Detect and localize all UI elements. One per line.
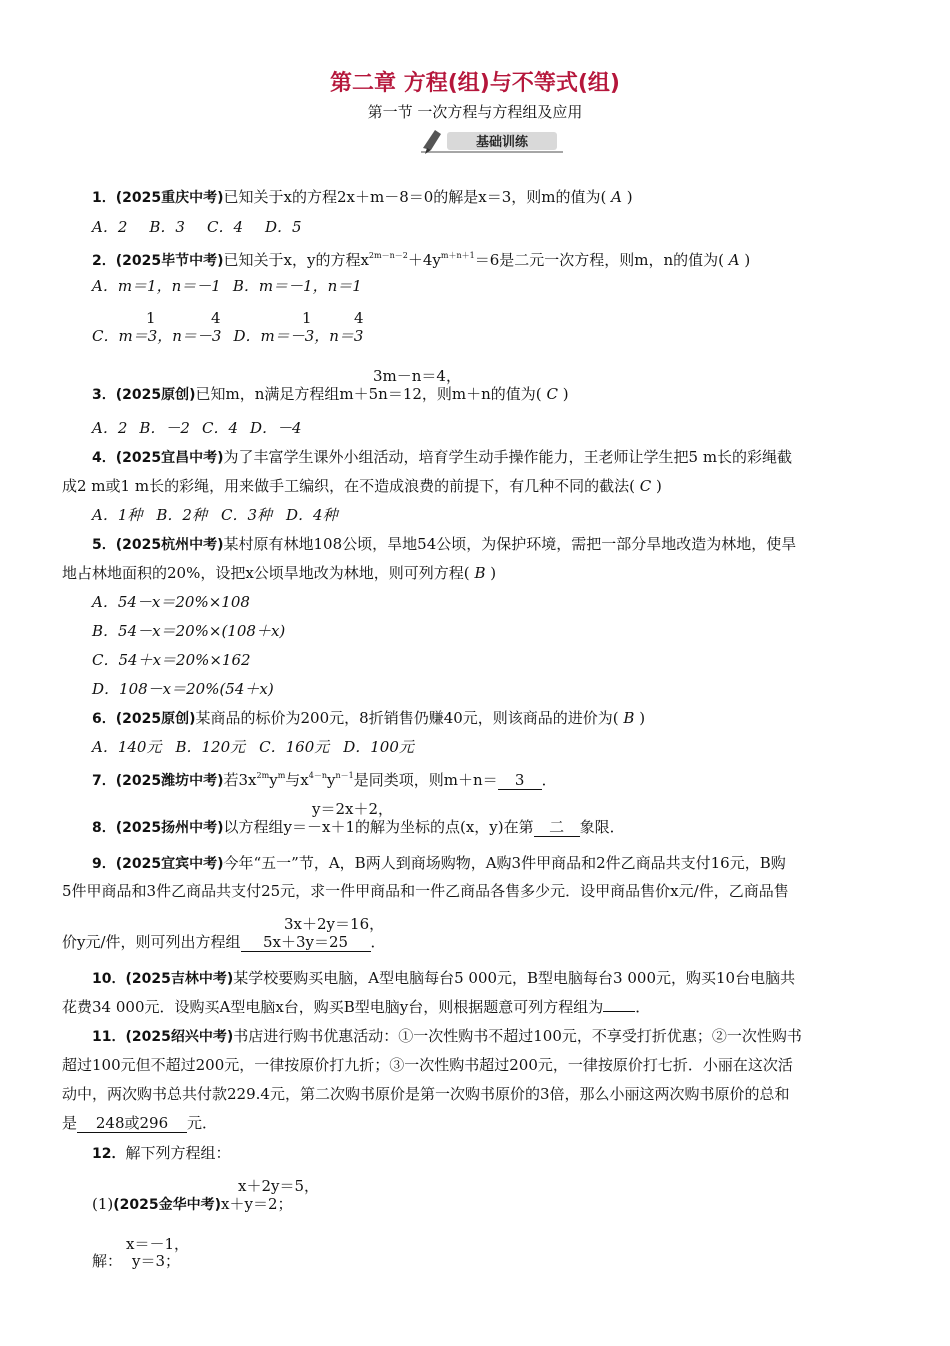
q4-options: [92, 505, 338, 525]
q6-option-d: D．100元: [343, 738, 414, 756]
q2-options-ab: [92, 276, 362, 296]
q4-answer: C: [639, 477, 652, 495]
q10-source: (2025吉林中考): [125, 971, 234, 987]
q7-answer-blank: 3: [498, 772, 542, 790]
section-title: 第一节 一次方程与方程组及应用: [367, 103, 583, 121]
q11-line4: 是 248或296 元．: [62, 1114, 218, 1132]
q2-option-b: B．m＝－1，n＝1: [232, 277, 362, 295]
q5-line2: 地占林地面积的20%，设把x公顷旱地改为林地，则可列方程( B ): [62, 564, 497, 582]
question-8: 8．(2025扬州中考)以方程组y＝－x＋1的解为坐标的点(x，y)在第 二 象限．: [92, 818, 625, 836]
q5-option-a: A．54－x＝20%×108: [92, 593, 250, 611]
pencil-icon: [423, 130, 441, 150]
q12-1-solution-line1: x＝－1，: [126, 1235, 190, 1253]
question-3: 3．(2025原创)已知m，n满足方程组m＋5n＝12，则m＋n的值为( C ): [92, 385, 569, 403]
question-12: 12．解下列方程组：: [92, 1144, 231, 1162]
q4-source: (2025宜昌中考): [115, 450, 224, 466]
q11-source: (2025绍兴中考): [125, 1029, 234, 1045]
q7-source: (2025潍坊中考): [115, 773, 224, 789]
question-1: 1．(2025重庆中考)已知关于x的方程2x＋m－8＝0的解是x＝3，则m的值为( A ): [92, 188, 633, 206]
q1-option-b: B．3: [149, 218, 185, 236]
q2-option-a: A．m＝1，n＝－1: [92, 277, 221, 295]
q12-1-system-line1: x＋2y＝5，: [238, 1177, 320, 1195]
q2-option-d: D．m＝－3，n＝3: [233, 327, 364, 345]
q3-answer: C: [546, 385, 558, 403]
q8-system-line1: y＝2x＋2，: [312, 800, 394, 818]
q2-frac-d2: 4: [354, 309, 364, 327]
q3-option-d: D．－4: [250, 419, 302, 437]
q5-option-c: C．54＋x＝20%×162: [92, 651, 251, 669]
q11-answer-blank: 248或296: [77, 1115, 187, 1133]
q10-answer-blank: [603, 1011, 635, 1012]
q2-source: (2025毕节中考): [115, 253, 224, 269]
banner-basic-training: [417, 124, 567, 156]
q11-line2: 超过100元但不超过200元，一律按原价打九折；③一次性购书超过200元，一律按原价打七折．小丽在这次活: [62, 1056, 793, 1074]
q4-option-a: A．1种: [92, 506, 143, 524]
q5-source: (2025杭州中考): [115, 537, 224, 553]
q5-option-b: B．54－x＝20%×(108＋x): [92, 622, 286, 640]
q9-source: (2025宜宾中考): [115, 856, 224, 872]
question-5: 5．(2025杭州中考)某村原有林地108公顷，旱地54公顷，为保护环境，需把一部分旱地改造为林地，使旱: [92, 535, 797, 553]
chapter-title: 第二章 方程(组)与不等式(组): [330, 71, 620, 96]
q4-option-b: B．2种: [156, 506, 207, 524]
question-7: 7．(2025潍坊中考)若$3x^{2m}y^m$与$x^{4-n}y^{n-1}$是同类项，则m＋n＝ 3 ．: [92, 771, 557, 789]
q9-line3: 价y元/件，则可列出方程组 5x＋3y＝25 ．: [62, 933, 386, 951]
q2-answer: A: [728, 251, 740, 269]
q6-option-c: C．160元: [259, 738, 330, 756]
q3-options: [92, 418, 302, 438]
q4-line2: 成2 m或1 m长的彩绳，用来做手工编织，在不造成浪费的前提下，有几种不同的截法( C ): [62, 477, 662, 495]
q8-source: (2025扬州中考): [115, 820, 224, 836]
q3-option-c: C．4: [201, 419, 238, 437]
q1-option-a: A．2: [92, 218, 128, 236]
q1-options: [92, 217, 302, 237]
q3-system-line1: 3m－n＝4，: [373, 367, 461, 385]
q6-answer: B: [623, 709, 635, 727]
question-4: 4．(2025宜昌中考)为了丰富学生课外小组活动，培育学生动手操作能力，王老师让学生把5 m长的彩绳截: [92, 448, 793, 466]
q3-option-b: B．－2: [139, 419, 190, 437]
q1-source: (2025重庆中考): [115, 190, 224, 206]
question-6: 6．(2025原创)某商品的标价为200元，8折销售仍赚40元，则该商品的进价为( B ): [92, 709, 646, 727]
q6-option-a: A．140元: [92, 738, 162, 756]
q5-answer: B: [474, 564, 486, 582]
question-10: 10．(2025吉林中考)某学校要购买电脑，A型电脑每台5 000元，B型电脑每台3 000元，购买10台电脑共: [92, 969, 796, 987]
q1-answer: A: [611, 188, 622, 206]
q2-frac-d1: 1: [302, 309, 312, 327]
q3-option-a: A．2: [92, 419, 128, 437]
question-9: 9．(2025宜宾中考)今年“五一”节，A，B两人到商场购物，A购3件甲商品和2件乙商品共支付16元，B购: [92, 854, 786, 872]
q2-options-cd: [92, 326, 363, 346]
q4-option-c: C．3种: [220, 506, 272, 524]
q3-source: (2025原创): [115, 387, 196, 403]
q9-system-line1: 3x＋2y＝16，: [284, 915, 385, 933]
q2-frac-c1: 1: [146, 309, 156, 327]
q1-option-d: D．5: [265, 218, 302, 236]
q12-1-prompt: (1)(2025金华中考)x＋y＝2；: [92, 1195, 293, 1213]
q12-1-solution: 解： y＝3；: [92, 1252, 181, 1270]
q11-line3: 动中，两次购书总共付款229.4元，第二次购书原价是第一次购书原价的3倍，那么小丽这两次购书原价的总和: [62, 1085, 790, 1103]
q9-answer-blank: 5x＋3y＝25: [241, 934, 371, 952]
q9-line2: 5件甲商品和3件乙商品共支付25元，求一件甲商品和一件乙商品各售多少元．设甲商品售价x元/件，乙商品售: [62, 882, 789, 900]
q12-1-source: (2025金华中考): [113, 1197, 222, 1213]
q1-option-c: C．4: [206, 218, 243, 236]
question-11: 11．(2025绍兴中考)书店进行购书优惠活动：①一次性购书不超过100元，不享受打折优惠；②一次性购书: [92, 1027, 802, 1045]
q6-options: [92, 737, 414, 757]
q6-option-b: B．120元: [175, 738, 246, 756]
banner-label: 基础训练: [475, 135, 529, 150]
q4-option-d: D．4种: [286, 506, 338, 524]
q2-frac-c2: 4: [211, 309, 221, 327]
q5-option-d: D．108－x＝20%(54＋x): [92, 680, 274, 698]
q6-source: (2025原创): [115, 711, 196, 727]
q8-answer-blank: 二: [534, 819, 580, 837]
q2-option-c: C．m＝3，n＝－3: [92, 327, 222, 345]
q10-line2: 花费34 000元．设购买A型电脑x台，购买B型电脑y台，则根据题意可列方程组为 ．: [62, 998, 651, 1016]
question-2: 2．(2025毕节中考)已知关于x，y的方程$x^{2m-n-2}+4y^{m+n+1}=6$是二元一次方程，则m，n的值为( A ): [92, 251, 751, 269]
